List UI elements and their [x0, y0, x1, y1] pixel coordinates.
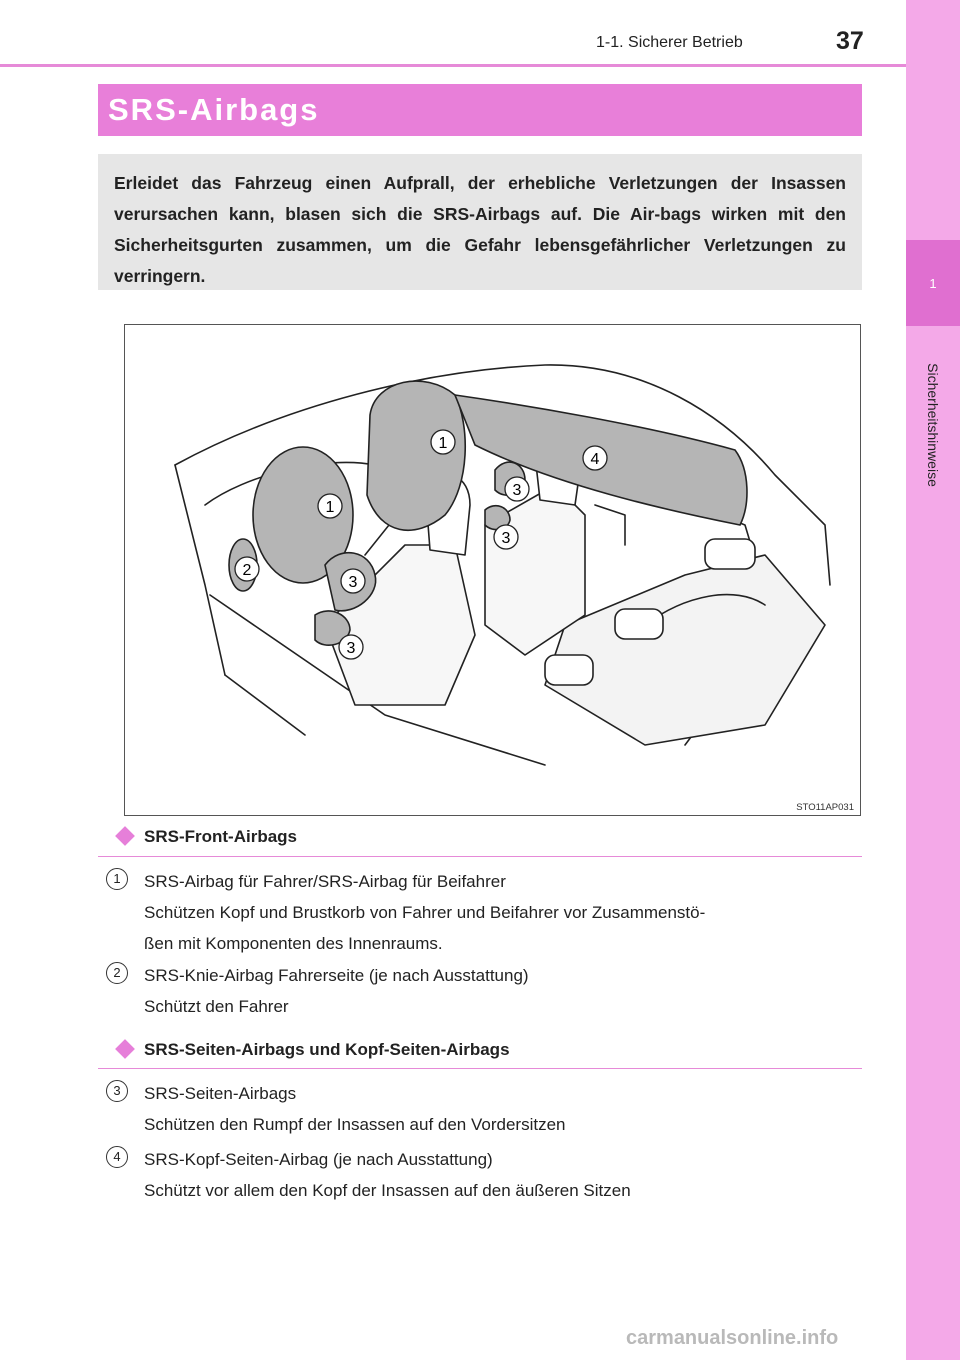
callout-4-curtain: 4	[590, 451, 600, 468]
running-head: 1-1. Sicherer Betrieb	[596, 34, 743, 51]
callout-1-passenger: 1	[438, 435, 448, 452]
callout-1-driver: 1	[325, 499, 335, 516]
item-desc: Schützen den Rumpf der Insassen auf den Vordersitzen	[144, 1115, 566, 1134]
section-heading-text: SRS-Front-Airbags	[144, 827, 297, 846]
page-number: 37	[836, 27, 864, 55]
car-interior-drawing	[125, 325, 860, 815]
page-title: SRS-Airbags	[98, 84, 862, 136]
header-rule	[0, 64, 906, 67]
callout-3-driver-side-lower: 3	[346, 640, 356, 657]
figure-code: STO11AP031	[796, 802, 854, 813]
callout-3-passenger-side-lower: 3	[501, 530, 511, 547]
item-desc: Schützt vor allem den Kopf der Insassen auf den äußeren Sitzen	[144, 1181, 631, 1200]
item-number-badge: 1	[106, 868, 128, 890]
item-number-badge: 2	[106, 962, 128, 984]
item-body	[144, 1144, 864, 1206]
item-body	[144, 1078, 864, 1140]
item-title: SRS-Seiten-Airbags	[144, 1084, 297, 1103]
watermark: carmanualsonline.info	[626, 1327, 839, 1349]
callout-3-passenger-side: 3	[512, 482, 522, 499]
item-body	[144, 866, 864, 959]
section-rule	[98, 856, 862, 857]
item-desc: Schützen Kopf und Brustkorb von Fahrer und Beifahrer vor Zusammenstö-	[144, 903, 706, 922]
diamond-bullet-icon	[115, 826, 135, 846]
chapter-label: Sicherheitshinweise	[925, 363, 942, 487]
item-title: SRS-Kopf-Seiten-Airbag (je nach Ausstattung)	[144, 1150, 493, 1169]
callout-2-knee: 2	[242, 562, 252, 579]
item-desc: ßen mit Komponenten des Innenraums.	[144, 934, 443, 953]
chapter-label-wrap	[906, 340, 960, 510]
diamond-bullet-icon	[115, 1039, 135, 1059]
item-number-badge: 3	[106, 1080, 128, 1102]
item-title: SRS-Airbag für Fahrer/SRS-Airbag für Beifahrer	[144, 872, 506, 891]
item-desc: Schützt den Fahrer	[144, 997, 289, 1016]
item-number-badge: 4	[106, 1146, 128, 1168]
airbag-illustration	[124, 324, 861, 816]
item-body	[144, 960, 864, 1022]
callout-3-driver-side: 3	[348, 574, 358, 591]
chapter-number: 1	[906, 240, 960, 326]
section-rule	[98, 1068, 862, 1069]
chapter-side-tab	[906, 0, 960, 1360]
section-heading-text: SRS-Seiten-Airbags und Kopf-Seiten-Airbags	[144, 1040, 510, 1059]
intro-box: Erleidet das Fahrzeug einen Aufprall, der erhebliche Verletzungen der Insassen verursachen kann, blasen sich die SRS-Airbags auf. Die Air-bags wirken mit den Sicherheitsgurten zusammen, um die Gefahr lebensgefährlicher Verletzungen zu verringern.	[98, 154, 862, 290]
item-title: SRS-Knie-Airbag Fahrerseite (je nach Ausstattung)	[144, 966, 529, 985]
